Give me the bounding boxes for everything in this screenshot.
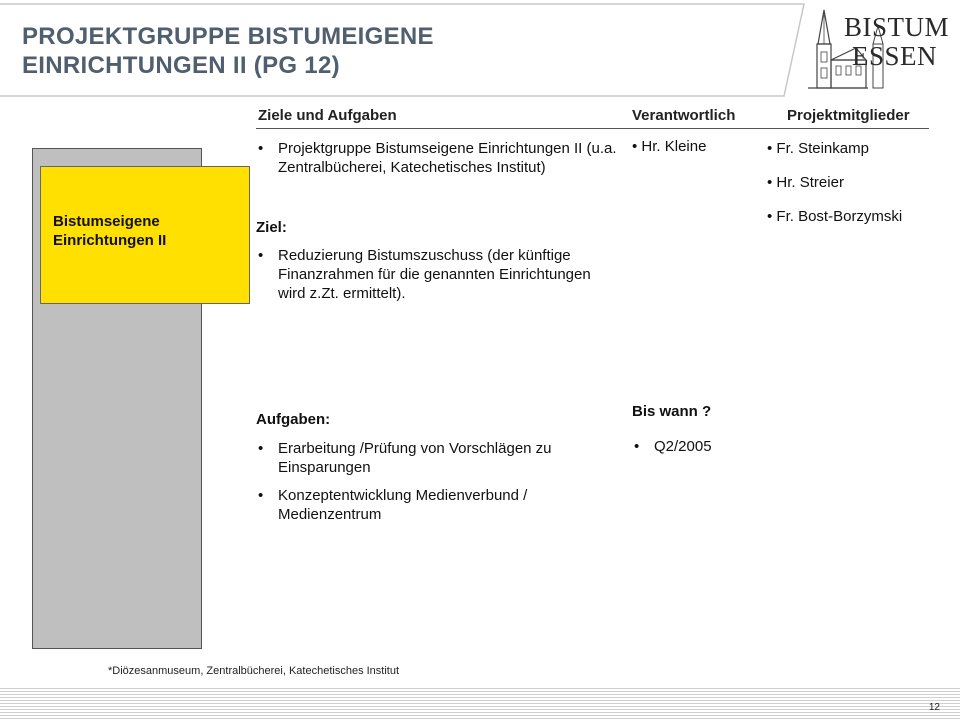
member-item: • Fr. Bost-Borzymski (767, 208, 903, 225)
page-title-line1: PROJEKTGRUPPE BISTUMEIGENE (22, 23, 434, 50)
header-projektmitglieder: Projektmitglieder (787, 107, 910, 124)
verantwortlich-person: • Hr. Kleine (632, 138, 707, 155)
bis-wann-list (632, 437, 752, 465)
sidebar-box-label-line1: Bistumseigene (53, 213, 160, 230)
bistum-essen-logo (808, 8, 958, 94)
header-verantwortlich: Verantwortlich (632, 107, 736, 124)
logo-line2: ESSEN (852, 41, 938, 71)
bis-wann-label: Bis wann ? (632, 403, 712, 420)
list-item: • Projektgruppe Bistumseigene Einrichtungen II (u.a. Zentralbücherei, Katechetisches Institut) (256, 139, 626, 177)
ziel-list (256, 246, 596, 312)
list-item: • Konzeptentwicklung Medienverbund / Medienzentrum (256, 486, 628, 524)
page-number: 12 (928, 702, 940, 713)
list-item: • Q2/2005 (632, 437, 752, 456)
member-item: • Fr. Steinkamp (767, 140, 869, 157)
intro-list (256, 139, 626, 186)
footer-stripes (0, 688, 960, 720)
aufgaben-list (256, 439, 628, 533)
title-bar (0, 0, 960, 98)
aufgaben-label: Aufgaben: (256, 411, 331, 428)
sidebar-box-label (53, 212, 166, 250)
ziel-label: Ziel: (256, 219, 287, 236)
header-divider (256, 128, 929, 129)
page-title-line2: EINRICHTUNGEN II (PG 12) (22, 52, 340, 79)
sidebar-yellow-box (40, 166, 250, 304)
sidebar-box-label-line2: Einrichtungen II (53, 232, 167, 249)
list-item: • Erarbeitung /Prüfung von Vorschlägen zu Einsparungen (256, 439, 628, 477)
logo-line1: BISTUM (844, 12, 950, 42)
header-ziele: Ziele und Aufgaben (258, 107, 397, 124)
footnote: *Diözesanmuseum, Zentralbücherei, Katechetisches Institut (108, 665, 400, 677)
list-item: • Reduzierung Bistumszuschuss (der künftige Finanzrahmen für die genannten Einrichtungen wird z.Zt. ermittelt). (256, 246, 596, 303)
page-title (22, 22, 434, 80)
member-item: • Hr. Streier (767, 174, 844, 191)
